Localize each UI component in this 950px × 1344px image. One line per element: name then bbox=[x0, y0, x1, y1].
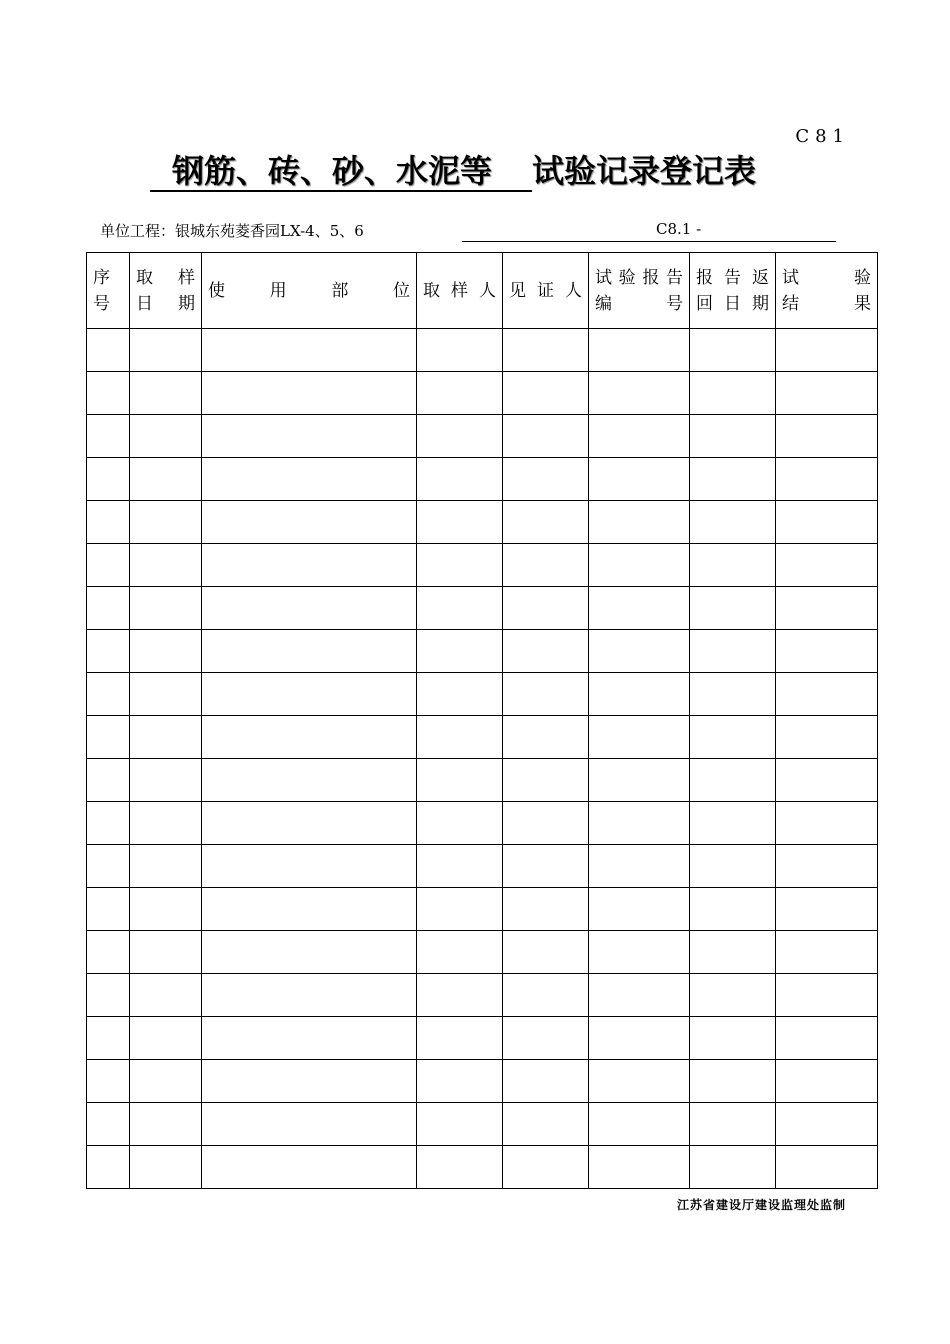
table-cell-return-date[interactable] bbox=[690, 1017, 776, 1060]
table-cell-index[interactable] bbox=[87, 673, 130, 716]
table-cell-report-no[interactable] bbox=[589, 931, 690, 974]
table-cell-sampler[interactable] bbox=[417, 802, 503, 845]
table-cell-location[interactable] bbox=[202, 630, 417, 673]
table-cell-sample-date[interactable] bbox=[130, 630, 202, 673]
table-cell-location[interactable] bbox=[202, 845, 417, 888]
table-cell-location[interactable] bbox=[202, 716, 417, 759]
project-line bbox=[100, 220, 740, 242]
table-cell-report-no[interactable] bbox=[589, 329, 690, 372]
table-cell-report-no[interactable] bbox=[589, 673, 690, 716]
table-cell-result[interactable] bbox=[776, 544, 878, 587]
column-header-location bbox=[202, 253, 417, 329]
table-cell-witness[interactable] bbox=[503, 544, 589, 587]
table-cell-index[interactable] bbox=[87, 759, 130, 802]
table-cell-sampler[interactable] bbox=[417, 759, 503, 802]
table-cell-report-no[interactable] bbox=[589, 1060, 690, 1103]
document-title bbox=[150, 152, 850, 198]
register-table bbox=[86, 252, 878, 1189]
column-header-line: 号 bbox=[93, 293, 110, 314]
column-header-line: 报告返 bbox=[696, 267, 769, 288]
table-cell-sample-date[interactable] bbox=[130, 759, 202, 802]
table-cell-sampler[interactable] bbox=[417, 372, 503, 415]
table-cell-result[interactable] bbox=[776, 759, 878, 802]
table-cell-sample-date[interactable] bbox=[130, 1017, 202, 1060]
form-code: C81 bbox=[795, 126, 850, 147]
table-cell-location[interactable] bbox=[202, 544, 417, 587]
table-cell-report-no[interactable] bbox=[589, 630, 690, 673]
table-cell-result[interactable] bbox=[776, 415, 878, 458]
column-header-line: 编 号 bbox=[595, 293, 683, 314]
table-cell-sample-date[interactable] bbox=[130, 544, 202, 587]
table-row bbox=[87, 1146, 878, 1189]
column-header-line: 试验报告 bbox=[595, 267, 683, 288]
column-header-result bbox=[776, 253, 878, 329]
table-cell-return-date[interactable] bbox=[690, 673, 776, 716]
table-cell-sample-date[interactable] bbox=[130, 372, 202, 415]
table-cell-report-no[interactable] bbox=[589, 1103, 690, 1146]
table-row bbox=[87, 845, 878, 888]
table-row bbox=[87, 587, 878, 630]
table-cell-sample-date[interactable] bbox=[130, 1146, 202, 1189]
table-cell-location[interactable] bbox=[202, 415, 417, 458]
table-cell-report-no[interactable] bbox=[589, 716, 690, 759]
table-cell-result[interactable] bbox=[776, 329, 878, 372]
table-cell-result[interactable] bbox=[776, 845, 878, 888]
table-cell-location[interactable] bbox=[202, 458, 417, 501]
table-cell-witness[interactable] bbox=[503, 501, 589, 544]
table-row bbox=[87, 1060, 878, 1103]
table-cell-sampler[interactable] bbox=[417, 1017, 503, 1060]
table-cell-witness[interactable] bbox=[503, 673, 589, 716]
table-cell-return-date[interactable] bbox=[690, 329, 776, 372]
table-cell-result[interactable] bbox=[776, 1146, 878, 1189]
column-header-report-no bbox=[589, 253, 690, 329]
table-cell-witness[interactable] bbox=[503, 931, 589, 974]
table-row bbox=[87, 458, 878, 501]
table-cell-witness[interactable] bbox=[503, 630, 589, 673]
table-row bbox=[87, 974, 878, 1017]
table-cell-location[interactable] bbox=[202, 673, 417, 716]
table-cell-result[interactable] bbox=[776, 630, 878, 673]
table-cell-sample-date[interactable] bbox=[130, 1060, 202, 1103]
table-cell-index[interactable] bbox=[87, 716, 130, 759]
table-cell-return-date[interactable] bbox=[690, 845, 776, 888]
table-cell-witness[interactable] bbox=[503, 458, 589, 501]
table-cell-return-date[interactable] bbox=[690, 415, 776, 458]
table-cell-report-no[interactable] bbox=[589, 415, 690, 458]
table-cell-index[interactable] bbox=[87, 329, 130, 372]
table-cell-sample-date[interactable] bbox=[130, 458, 202, 501]
column-header-line: 试 验 bbox=[782, 267, 871, 288]
title-text: 试验记录登记表 bbox=[532, 152, 757, 190]
table-cell-index[interactable] bbox=[87, 458, 130, 501]
column-header-witness bbox=[503, 253, 589, 329]
table-cell-return-date[interactable] bbox=[690, 587, 776, 630]
column-header-sample-date bbox=[130, 253, 202, 329]
table-cell-return-date[interactable] bbox=[690, 630, 776, 673]
table-cell-sampler[interactable] bbox=[417, 845, 503, 888]
column-header-sampler bbox=[417, 253, 503, 329]
table-cell-witness[interactable] bbox=[503, 329, 589, 372]
table-cell-report-no[interactable] bbox=[589, 802, 690, 845]
table-cell-location[interactable] bbox=[202, 888, 417, 931]
table-cell-sampler[interactable] bbox=[417, 544, 503, 587]
table-cell-location[interactable] bbox=[202, 1060, 417, 1103]
table-cell-result[interactable] bbox=[776, 501, 878, 544]
table-cell-return-date[interactable] bbox=[690, 458, 776, 501]
table-cell-index[interactable] bbox=[87, 1146, 130, 1189]
table-header-row bbox=[87, 253, 878, 329]
table-row bbox=[87, 802, 878, 845]
table-cell-sample-date[interactable] bbox=[130, 1103, 202, 1146]
table-row bbox=[87, 759, 878, 802]
column-header-index bbox=[87, 253, 130, 329]
table-cell-index[interactable] bbox=[87, 1017, 130, 1060]
table-cell-location[interactable] bbox=[202, 501, 417, 544]
table-cell-sample-date[interactable] bbox=[130, 673, 202, 716]
table-cell-report-no[interactable] bbox=[589, 759, 690, 802]
project-underline bbox=[462, 241, 836, 242]
table-cell-sampler[interactable] bbox=[417, 931, 503, 974]
table-cell-sampler[interactable] bbox=[417, 501, 503, 544]
table-cell-sampler[interactable] bbox=[417, 1060, 503, 1103]
table-cell-sampler[interactable] bbox=[417, 1103, 503, 1146]
table-cell-result[interactable] bbox=[776, 673, 878, 716]
table-cell-result[interactable] bbox=[776, 716, 878, 759]
issuer-note: 江苏省建设厅建设监理处监制 bbox=[676, 1198, 846, 1212]
table-cell-witness[interactable] bbox=[503, 587, 589, 630]
column-header-line: 使 用 部 位 bbox=[208, 280, 410, 301]
table-cell-report-no[interactable] bbox=[589, 1146, 690, 1189]
table-cell-location[interactable] bbox=[202, 802, 417, 845]
table-row bbox=[87, 544, 878, 587]
table-cell-index[interactable] bbox=[87, 931, 130, 974]
table-cell-report-no[interactable] bbox=[589, 544, 690, 587]
table-cell-sample-date[interactable] bbox=[130, 931, 202, 974]
table-cell-sampler[interactable] bbox=[417, 415, 503, 458]
table-row bbox=[87, 630, 878, 673]
table-row bbox=[87, 888, 878, 931]
table-cell-index[interactable] bbox=[87, 587, 130, 630]
table-cell-report-no[interactable] bbox=[589, 587, 690, 630]
project-label: 单位工程：银城东苑菱香园LX-4、5、6 bbox=[100, 222, 364, 240]
table-cell-return-date[interactable] bbox=[690, 501, 776, 544]
column-header-line: 取 样 bbox=[136, 267, 195, 288]
column-header-line: 序 bbox=[93, 267, 110, 288]
column-header-line: 回日期 bbox=[696, 293, 769, 314]
column-header-line: 见证人 bbox=[509, 280, 582, 301]
table-cell-report-no[interactable] bbox=[589, 974, 690, 1017]
table-cell-result[interactable] bbox=[776, 802, 878, 845]
table-cell-result[interactable] bbox=[776, 1017, 878, 1060]
table-cell-location[interactable] bbox=[202, 974, 417, 1017]
table-cell-location[interactable] bbox=[202, 587, 417, 630]
table-cell-sample-date[interactable] bbox=[130, 845, 202, 888]
table-cell-return-date[interactable] bbox=[690, 1103, 776, 1146]
table-cell-location[interactable] bbox=[202, 1103, 417, 1146]
table-row bbox=[87, 673, 878, 716]
table-cell-report-no[interactable] bbox=[589, 845, 690, 888]
table-cell-result[interactable] bbox=[776, 1060, 878, 1103]
table-cell-sampler[interactable] bbox=[417, 630, 503, 673]
table-cell-location[interactable] bbox=[202, 329, 417, 372]
table-cell-witness[interactable] bbox=[503, 1146, 589, 1189]
table-cell-index[interactable] bbox=[87, 415, 130, 458]
table-cell-sample-date[interactable] bbox=[130, 888, 202, 931]
table-cell-result[interactable] bbox=[776, 587, 878, 630]
table-cell-witness[interactable] bbox=[503, 888, 589, 931]
table-cell-sample-date[interactable] bbox=[130, 329, 202, 372]
table-cell-return-date[interactable] bbox=[690, 372, 776, 415]
table-cell-sampler[interactable] bbox=[417, 716, 503, 759]
table-cell-sampler[interactable] bbox=[417, 1146, 503, 1189]
table-cell-sampler[interactable] bbox=[417, 888, 503, 931]
table-cell-result[interactable] bbox=[776, 1103, 878, 1146]
table-cell-return-date[interactable] bbox=[690, 931, 776, 974]
table-cell-witness[interactable] bbox=[503, 1060, 589, 1103]
table-cell-sampler[interactable] bbox=[417, 587, 503, 630]
table-cell-return-date[interactable] bbox=[690, 716, 776, 759]
table-cell-sample-date[interactable] bbox=[130, 716, 202, 759]
table-cell-index[interactable] bbox=[87, 888, 130, 931]
table-cell-index[interactable] bbox=[87, 544, 130, 587]
table-cell-location[interactable] bbox=[202, 931, 417, 974]
table-row bbox=[87, 1017, 878, 1060]
table-cell-report-no[interactable] bbox=[589, 458, 690, 501]
table-cell-sampler[interactable] bbox=[417, 329, 503, 372]
table-cell-result[interactable] bbox=[776, 931, 878, 974]
table-cell-location[interactable] bbox=[202, 759, 417, 802]
table-cell-return-date[interactable] bbox=[690, 544, 776, 587]
table-cell-index[interactable] bbox=[87, 1060, 130, 1103]
table-cell-index[interactable] bbox=[87, 802, 130, 845]
table-cell-return-date[interactable] bbox=[690, 1060, 776, 1103]
table-body bbox=[87, 329, 878, 1189]
table-cell-index[interactable] bbox=[87, 501, 130, 544]
table-cell-index[interactable] bbox=[87, 372, 130, 415]
table-cell-sample-date[interactable] bbox=[130, 802, 202, 845]
table-cell-witness[interactable] bbox=[503, 759, 589, 802]
table-cell-result[interactable] bbox=[776, 372, 878, 415]
column-header-line: 日 期 bbox=[136, 293, 195, 314]
table-cell-location[interactable] bbox=[202, 1146, 417, 1189]
table-row bbox=[87, 931, 878, 974]
table-cell-return-date[interactable] bbox=[690, 974, 776, 1017]
table-cell-report-no[interactable] bbox=[589, 372, 690, 415]
table-row bbox=[87, 329, 878, 372]
table-row bbox=[87, 1103, 878, 1146]
table-cell-report-no[interactable] bbox=[589, 888, 690, 931]
table-row bbox=[87, 501, 878, 544]
table-cell-sampler[interactable] bbox=[417, 974, 503, 1017]
table-cell-index[interactable] bbox=[87, 974, 130, 1017]
table-cell-return-date[interactable] bbox=[690, 888, 776, 931]
table-cell-witness[interactable] bbox=[503, 372, 589, 415]
table-row bbox=[87, 716, 878, 759]
column-header-line: 取样人 bbox=[423, 280, 496, 301]
table-cell-sample-date[interactable] bbox=[130, 415, 202, 458]
table-cell-report-no[interactable] bbox=[589, 1017, 690, 1060]
table-cell-witness[interactable] bbox=[503, 974, 589, 1017]
table-cell-sampler[interactable] bbox=[417, 673, 503, 716]
table-cell-result[interactable] bbox=[776, 458, 878, 501]
sheet-code: C8.1 - bbox=[656, 220, 702, 238]
column-header-line: 结 果 bbox=[782, 293, 871, 314]
column-header-return-date bbox=[690, 253, 776, 329]
table-cell-return-date[interactable] bbox=[690, 1146, 776, 1189]
table-cell-result[interactable] bbox=[776, 888, 878, 931]
table-cell-witness[interactable] bbox=[503, 415, 589, 458]
table-cell-sampler[interactable] bbox=[417, 458, 503, 501]
table-cell-result[interactable] bbox=[776, 974, 878, 1017]
table-row bbox=[87, 415, 878, 458]
table-cell-witness[interactable] bbox=[503, 1103, 589, 1146]
table-cell-index[interactable] bbox=[87, 630, 130, 673]
title-material-field: 钢筋、砖、砂、水泥等 bbox=[150, 152, 532, 192]
table-cell-sample-date[interactable] bbox=[130, 974, 202, 1017]
table-cell-return-date[interactable] bbox=[690, 759, 776, 802]
table-cell-index[interactable] bbox=[87, 1103, 130, 1146]
table-cell-witness[interactable] bbox=[503, 716, 589, 759]
table-cell-sample-date[interactable] bbox=[130, 587, 202, 630]
table-cell-sample-date[interactable] bbox=[130, 501, 202, 544]
table-cell-report-no[interactable] bbox=[589, 501, 690, 544]
table-cell-return-date[interactable] bbox=[690, 802, 776, 845]
table-cell-witness[interactable] bbox=[503, 1017, 589, 1060]
table-cell-witness[interactable] bbox=[503, 802, 589, 845]
table-cell-index[interactable] bbox=[87, 845, 130, 888]
table-cell-location[interactable] bbox=[202, 372, 417, 415]
table-cell-location[interactable] bbox=[202, 1017, 417, 1060]
table-row bbox=[87, 372, 878, 415]
table-cell-witness[interactable] bbox=[503, 845, 589, 888]
